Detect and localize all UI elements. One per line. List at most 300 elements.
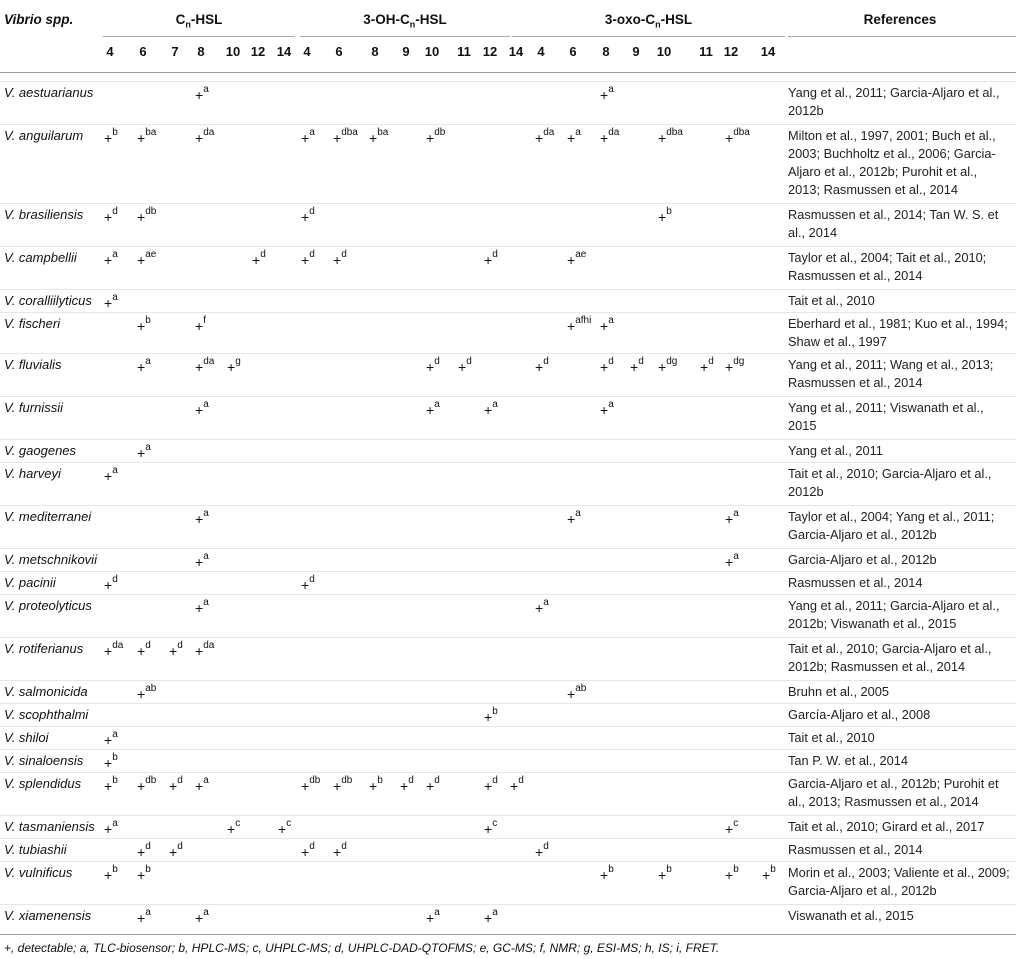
reference-text: Tait et al., 2010; Girard et al., 2017 [788, 819, 985, 834]
method-superscript: b [377, 775, 383, 786]
mark-symbol: + [137, 910, 146, 926]
group-header-subscript: n [409, 19, 416, 30]
species-name: V. harveyi [4, 466, 61, 481]
detection-mark [137, 775, 157, 794]
species-name: V. anguilarum [4, 128, 84, 143]
chain-length-header: 14 [508, 44, 524, 59]
detection-mark [333, 841, 347, 860]
detection-mark [333, 775, 353, 794]
row-divider [0, 637, 1016, 638]
table-row [0, 572, 1016, 595]
species-name: V. aestuarianus [4, 85, 94, 100]
detection-mark [301, 206, 315, 225]
row-divider [0, 505, 1016, 506]
mark-symbol: + [137, 359, 146, 375]
species-name: V. tasmaniensis [4, 819, 95, 834]
method-superscript: a [145, 356, 151, 367]
detection-mark [137, 864, 151, 883]
chain-length-header: 14 [760, 44, 776, 59]
method-superscript: a [203, 84, 209, 95]
detection-mark [137, 640, 151, 659]
detection-mark [600, 315, 614, 334]
detection-mark [567, 315, 592, 334]
detection-mark [104, 465, 118, 484]
method-superscript: db [434, 127, 446, 138]
method-superscript: d [434, 356, 440, 367]
method-superscript: d [112, 574, 118, 585]
detection-mark [535, 127, 555, 146]
mark-symbol: + [658, 359, 667, 375]
reference-text: Tait et al., 2010; Garcia-Aljaro et al., 2012b; Rasmussen et al., 2014 [788, 641, 992, 674]
detection-mark [104, 640, 124, 659]
detection-mark [484, 775, 498, 794]
method-superscript: b [770, 864, 776, 875]
detection-mark [458, 356, 472, 375]
chain-length-header: 10 [424, 44, 440, 59]
detection-mark [725, 551, 739, 570]
table-row [0, 290, 1016, 313]
detection-mark [195, 399, 209, 418]
detection-mark [104, 206, 118, 225]
method-superscript: g [235, 356, 241, 367]
detection-mark [104, 127, 118, 146]
detection-mark [195, 775, 209, 794]
mark-symbol: + [535, 844, 544, 860]
table-row [0, 750, 1016, 773]
table-row [0, 125, 1016, 204]
reference-text: Tait et al., 2010; Garcia-Aljaro et al., 2012b [788, 466, 992, 499]
mark-symbol: + [301, 252, 310, 268]
method-superscript: d [341, 841, 347, 852]
method-superscript: a [608, 315, 614, 326]
table-row [0, 247, 1016, 290]
mark-symbol: + [104, 821, 113, 837]
detection-mark [700, 356, 714, 375]
detection-mark [567, 508, 581, 527]
species-name: V. scophthalmi [4, 707, 89, 722]
detection-mark [658, 356, 678, 375]
detection-mark [195, 907, 209, 926]
species-name: V. coralliilyticus [4, 293, 92, 308]
species-name: V. vulnificus [4, 865, 73, 880]
method-superscript: a [203, 508, 209, 519]
mark-symbol: + [227, 821, 236, 837]
detection-mark [195, 551, 209, 570]
row-divider [0, 703, 1016, 704]
species-name: V. gaogenes [4, 443, 77, 458]
mark-symbol: + [762, 867, 771, 883]
method-superscript: a [434, 399, 440, 410]
detection-mark [426, 399, 440, 418]
detection-mark [195, 597, 209, 616]
mark-symbol: + [725, 867, 734, 883]
method-superscript: d [309, 841, 315, 852]
mark-symbol: + [137, 252, 146, 268]
mark-symbol: + [369, 130, 378, 146]
species-name: V. campbellii [4, 250, 77, 265]
detection-mark [658, 864, 672, 883]
detection-mark [104, 729, 118, 748]
chain-length-header: 12 [250, 44, 266, 59]
mark-symbol: + [301, 577, 310, 593]
method-superscript: c [733, 818, 739, 829]
group-header-main: 3-oxo-C [604, 12, 656, 27]
mark-symbol: + [725, 511, 734, 527]
detection-mark [301, 127, 315, 146]
chain-length-header: 4 [106, 44, 114, 59]
method-superscript: d [341, 249, 347, 260]
species-name: V. fluvialis [4, 357, 62, 372]
mark-symbol: + [195, 511, 204, 527]
detection-mark [137, 841, 151, 860]
detection-mark [252, 249, 266, 268]
species-name: V. fischeri [4, 316, 61, 331]
table-row [0, 839, 1016, 862]
row-divider [0, 772, 1016, 773]
method-superscript: da [203, 356, 215, 367]
detection-mark [104, 864, 118, 883]
mark-symbol: + [195, 778, 204, 794]
method-superscript: b [112, 864, 118, 875]
mark-symbol: + [484, 821, 493, 837]
group-header-2 [300, 12, 510, 30]
method-superscript: da [112, 640, 124, 651]
mark-symbol: + [535, 130, 544, 146]
bottom-rule [0, 934, 1016, 935]
mark-symbol: + [137, 643, 146, 659]
method-superscript: d [608, 356, 614, 367]
mark-symbol: + [169, 643, 178, 659]
mark-symbol: + [195, 359, 204, 375]
mark-symbol: + [104, 468, 113, 484]
mark-symbol: + [195, 554, 204, 570]
chain-length-header: 10 [225, 44, 241, 59]
mark-symbol: + [369, 778, 378, 794]
detection-mark [426, 775, 440, 794]
detection-mark [227, 356, 241, 375]
method-superscript: d [492, 249, 498, 260]
mark-symbol: + [600, 130, 609, 146]
species-name: V. salmonicida [4, 684, 88, 699]
method-superscript: db [145, 775, 157, 786]
detection-mark [301, 775, 321, 794]
reference-text: Rasmussen et al., 2014 [788, 842, 923, 857]
reference-text: Tait et al., 2010 [788, 730, 875, 745]
row-divider [0, 289, 1016, 290]
table-row [0, 313, 1016, 354]
group-header-main: C [175, 12, 186, 27]
species-name: V. tubiashii [4, 842, 67, 857]
method-superscript: b [145, 864, 151, 875]
reference-text: Taylor et al., 2004; Yang et al., 2011; Garcia-Aljaro et al., 2012b [788, 509, 995, 542]
reference-text: Eberhard et al., 1981; Kuo et al., 1994; Shaw et al., 1997 [788, 316, 1008, 349]
method-superscript: d [543, 356, 549, 367]
table-row [0, 82, 1016, 125]
reference-text: Taylor et al., 2004; Tait et al., 2010; Rasmussen et al., 2014 [788, 250, 987, 283]
method-superscript: d [543, 841, 549, 852]
mark-symbol: + [725, 130, 734, 146]
mark-symbol: + [195, 130, 204, 146]
mark-symbol: + [137, 130, 146, 146]
detection-mark [725, 508, 739, 527]
species-name: V. brasiliensis [4, 207, 84, 222]
chain-length-header: 14 [276, 44, 292, 59]
mark-symbol: + [630, 359, 639, 375]
method-superscript: a [608, 84, 614, 95]
detection-mark [567, 249, 587, 268]
detection-mark [137, 206, 157, 225]
mark-symbol: + [658, 209, 667, 225]
mark-symbol: + [169, 778, 178, 794]
method-superscript: d [309, 249, 315, 260]
method-superscript: a [112, 249, 118, 260]
method-superscript: a [203, 597, 209, 608]
method-superscript: b [492, 706, 498, 717]
mark-symbol: + [426, 130, 435, 146]
group-underline [103, 36, 295, 37]
reference-text: Garcia-Aljaro et al., 2012b [788, 552, 937, 567]
detection-mark [484, 907, 498, 926]
row-divider [0, 81, 1016, 82]
row-divider [0, 439, 1016, 440]
chain-length-header: 12 [482, 44, 498, 59]
method-superscript: da [608, 127, 620, 138]
mark-symbol: + [137, 844, 146, 860]
table-row [0, 638, 1016, 681]
method-superscript: db [341, 775, 353, 786]
row-divider [0, 548, 1016, 549]
method-superscript: dba [666, 127, 683, 138]
mark-symbol: + [169, 844, 178, 860]
method-superscript: dba [341, 127, 358, 138]
detection-mark [600, 356, 614, 375]
chain-length-header: 9 [632, 44, 640, 59]
mark-symbol: + [333, 252, 342, 268]
mark-symbol: + [700, 359, 709, 375]
chain-length-header: 4 [537, 44, 545, 59]
row-divider [0, 462, 1016, 463]
method-superscript: d [145, 841, 151, 852]
reference-text: Bruhn et al., 2005 [788, 684, 890, 699]
mark-symbol: + [104, 732, 113, 748]
method-superscript: d [638, 356, 644, 367]
table-row [0, 704, 1016, 727]
mark-symbol: + [104, 295, 113, 311]
row-divider [0, 726, 1016, 727]
detection-mark [725, 127, 750, 146]
method-superscript: b [112, 752, 118, 763]
method-superscript: a [543, 597, 549, 608]
method-superscript: da [203, 640, 215, 651]
method-superscript: a [575, 127, 581, 138]
method-superscript: a [492, 907, 498, 918]
method-superscript: a [575, 508, 581, 519]
mark-symbol: + [195, 643, 204, 659]
reference-text: Milton et al., 1997, 2001; Buch et al., 2003; Buchholtz et al., 2006; Garcia-Aljaro et al., 2012b; Purohit et al., 2013; Rasmussen et al., 2014 [788, 128, 996, 197]
chain-length-header: 11 [457, 44, 471, 59]
mark-symbol: + [195, 402, 204, 418]
detection-mark [137, 249, 157, 268]
mark-symbol: + [600, 402, 609, 418]
row-divider [0, 904, 1016, 905]
mark-symbol: + [104, 778, 113, 794]
method-superscript: d [518, 775, 524, 786]
detection-mark [567, 127, 581, 146]
mark-symbol: + [600, 359, 609, 375]
row-divider [0, 571, 1016, 572]
detection-mark [484, 706, 498, 725]
method-superscript: a [733, 551, 739, 562]
detection-mark [762, 864, 776, 883]
chain-length-header: 9 [402, 44, 410, 59]
row-divider [0, 838, 1016, 839]
method-superscript: a [112, 818, 118, 829]
row-divider [0, 396, 1016, 397]
detection-mark [333, 127, 358, 146]
method-superscript: ae [575, 249, 587, 260]
table-row [0, 463, 1016, 506]
table-row [0, 816, 1016, 839]
mark-symbol: + [104, 867, 113, 883]
method-superscript: dg [733, 356, 745, 367]
mark-symbol: + [301, 778, 310, 794]
method-superscript: a [112, 292, 118, 303]
method-superscript: ba [145, 127, 157, 138]
header-rule [0, 72, 1016, 73]
row-divider [0, 815, 1016, 816]
detection-mark [600, 127, 620, 146]
mark-symbol: + [567, 686, 576, 702]
mark-symbol: + [252, 252, 261, 268]
mark-symbol: + [104, 209, 113, 225]
group-underline [512, 36, 785, 37]
table-row [0, 549, 1016, 572]
mark-symbol: + [567, 511, 576, 527]
detection-mark [333, 249, 347, 268]
mark-symbol: + [333, 844, 342, 860]
detection-mark [169, 640, 183, 659]
detection-mark [725, 818, 739, 837]
mark-symbol: + [333, 130, 342, 146]
detection-mark [104, 775, 118, 794]
mark-symbol: + [137, 867, 146, 883]
table-row [0, 773, 1016, 816]
chain-length-header: 7 [171, 44, 179, 59]
detection-mark [195, 315, 206, 334]
references-underline [788, 36, 1016, 37]
method-superscript: a [203, 399, 209, 410]
mark-symbol: + [484, 402, 493, 418]
species-name: V. shiloi [4, 730, 49, 745]
chain-length-header: 4 [303, 44, 311, 59]
mark-symbol: + [400, 778, 409, 794]
mark-symbol: + [195, 87, 204, 103]
row-divider [0, 680, 1016, 681]
detection-mark [227, 818, 241, 837]
detection-mark [600, 864, 614, 883]
chain-length-header: 11 [699, 44, 713, 59]
reference-text: Tan P. W. et al., 2014 [788, 753, 908, 768]
mark-symbol: + [301, 844, 310, 860]
detection-mark [484, 818, 498, 837]
detection-mark [104, 249, 118, 268]
group-underline [300, 36, 510, 37]
method-superscript: a [309, 127, 315, 138]
chain-length-header: 6 [139, 44, 147, 59]
detection-mark [137, 127, 157, 146]
species-name: V. mediterranei [4, 509, 92, 524]
detection-mark [195, 640, 215, 659]
method-superscript: c [492, 818, 498, 829]
method-superscript: dba [733, 127, 750, 138]
row-divider [0, 861, 1016, 862]
detection-mark [484, 249, 498, 268]
detection-mark [426, 356, 440, 375]
method-superscript: c [286, 818, 292, 829]
reference-text: Tait et al., 2010 [788, 293, 875, 308]
reference-text: Morin et al., 2003; Valiente et al., 2009; Garcia-Aljaro et al., 2012b [788, 865, 1010, 898]
footnote: +, detectable; a, TLC-biosensor; b, HPLC-MS; c, UHPLC-MS; d, UHPLC-DAD-QTOFMS; e, GC-MS; f, NMR; g, ESI-MS; h, IS; i, FRET. [4, 941, 720, 955]
detection-mark [137, 907, 151, 926]
method-superscript: d [177, 841, 183, 852]
method-superscript: f [203, 315, 206, 326]
detection-mark [195, 508, 209, 527]
row-divider [0, 312, 1016, 313]
mark-symbol: + [137, 318, 146, 334]
detection-mark [567, 683, 587, 702]
mark-symbol: + [725, 821, 734, 837]
detection-mark [658, 127, 683, 146]
mark-symbol: + [301, 130, 310, 146]
species-name: V. metschnikovii [4, 552, 97, 567]
table-row [0, 440, 1016, 463]
group-header-subscript: n [655, 19, 661, 30]
mark-symbol: + [278, 821, 287, 837]
method-superscript: dg [666, 356, 678, 367]
row-divider [0, 353, 1016, 354]
mark-symbol: + [137, 778, 146, 794]
group-header-3 [512, 12, 785, 30]
mark-symbol: + [104, 643, 113, 659]
detection-mark [535, 841, 549, 860]
detection-mark [658, 206, 672, 225]
mark-symbol: + [600, 867, 609, 883]
method-superscript: a [145, 907, 151, 918]
mark-symbol: + [137, 686, 146, 702]
mark-symbol: + [567, 318, 576, 334]
method-superscript: d [434, 775, 440, 786]
row-divider [0, 124, 1016, 125]
detection-mark [104, 574, 118, 593]
method-superscript: b [666, 864, 672, 875]
detection-mark [137, 683, 157, 702]
chain-length-header: 6 [335, 44, 343, 59]
method-superscript: afhi [575, 315, 592, 326]
table-row [0, 862, 1016, 905]
detection-mark [510, 775, 524, 794]
method-superscript: a [608, 399, 614, 410]
reference-text: Garcia-Aljaro et al., 2012b; Purohit et al., 2013; Rasmussen et al., 2014 [788, 776, 999, 809]
mark-symbol: + [484, 910, 493, 926]
detection-mark [301, 841, 315, 860]
detection-mark [301, 574, 315, 593]
mark-symbol: + [104, 130, 113, 146]
detection-mark [400, 775, 414, 794]
mark-symbol: + [137, 209, 146, 225]
table-row [0, 204, 1016, 247]
method-superscript: db [145, 206, 157, 217]
table-row [0, 727, 1016, 750]
